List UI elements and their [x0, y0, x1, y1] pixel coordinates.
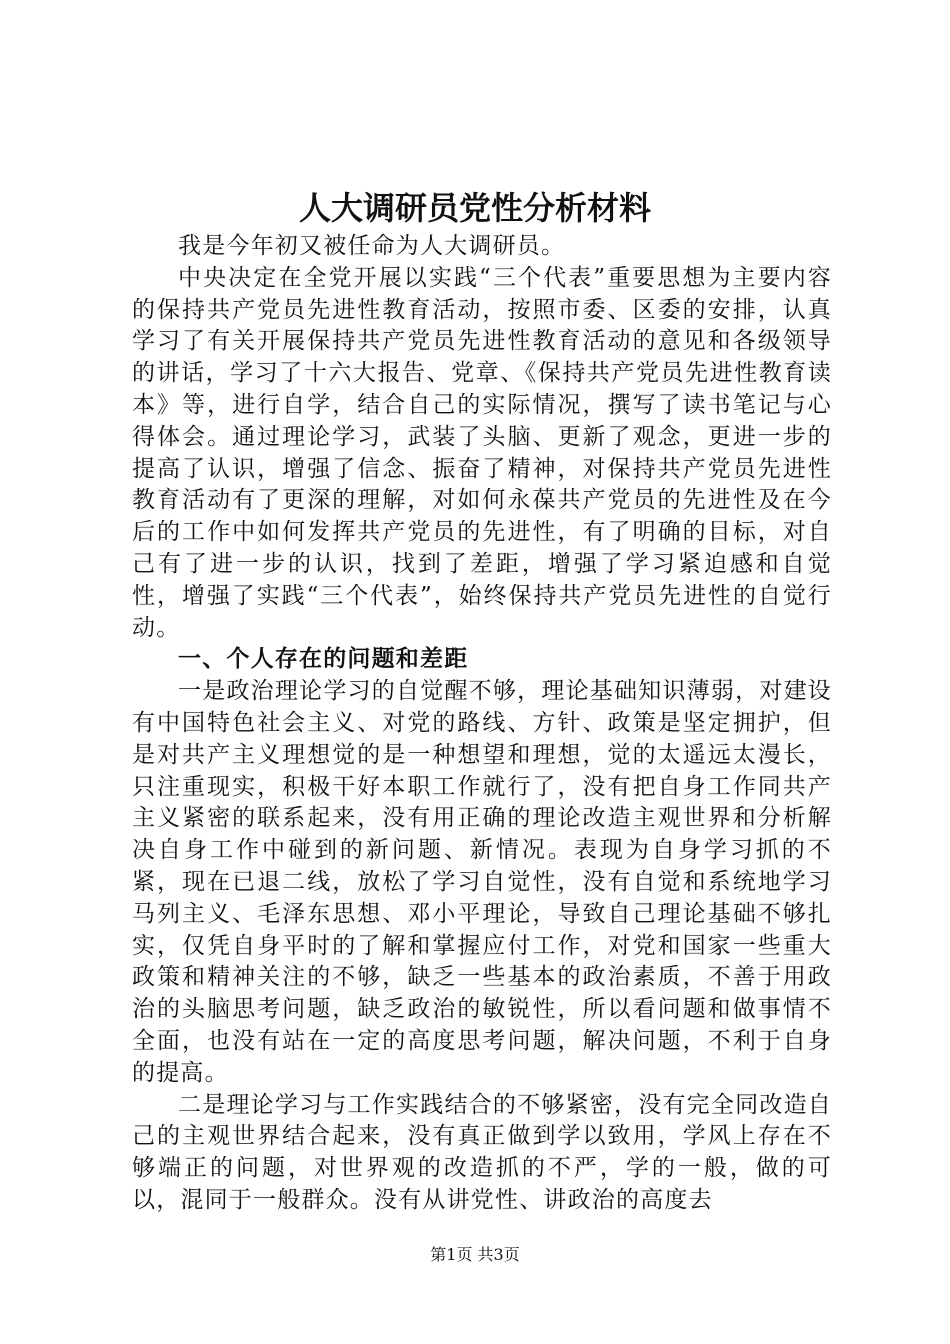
- paragraph-background: 中央决定在全党开展以实践“三个代表”重要思想为主要内容的保持共产党员先进性教育活动，按照市委、区委的安排，认真学习了有关开展保持共产党员先进性教育活动的意见和各级领导的讲话，学习了十六大报告、党章、《保持共产党员先进性教育读本》等，进行自学，结合自己的实际情况，撰写了读书笔记与心得体会。通过理论学习，武装了头脑、更新了观念，更进一步的提高了认识，增强了信念、振奋了精神，对保持共产党员先进性教育活动有了更深的理解，对如何永葆共产党员的先进性及在今后的工作中如何发挥共产党员的先进性，有了明确的目标，对自己有了进一步的认识，找到了差距，增强了学习紧迫感和自觉性，增强了实践“三个代表”，始终保持共产党员先进性的自觉行动。: [132, 264, 832, 641]
- paragraph-problem-two: 二是理论学习与工作实践结合的不够紧密，没有完全同改造自己的主观世界结合起来，没有真正做到学以致用，学风上存在不够端正的问题，对世界观的改造抓的不严，学的一般，做的可以，混同于一般群众。没有从讲党性、讲政治的高度去: [132, 1091, 832, 1213]
- paragraph-problem-one: 一是政治理论学习的自觉醒不够，理论基础知识薄弱，对建设有中国特色社会主义、对党的路线、方针、政策是坚定拥护，但是对共产主义理想觉的是一种想望和理想，觉的太遥远太漫长，只注重现实，积极干好本职工作就行了，没有把自身工作同共产主义紧密的联系起来，没有用正确的理论改造主观世界和分析解决自身工作中碰到的新问题、新情况。表现为自身学习抓的不紧，现在已退二线，放松了学习自觉性，没有自觉和系统地学习马列主义、毛泽东思想、邓小平理论，导致自己理论基础不够扎实，仅凭自身平时的了解和掌握应付工作，对党和国家一些重大政策和精神关注的不够，缺乏一些基本的政治素质，不善于用政治的头脑思考问题，缺乏政治的敏锐性，所以看问题和做事情不全面，也没有站在一定的高度思考问题，解决问题，不利于自身的提高。: [132, 678, 832, 1086]
- section-heading: 一、个人存在的问题和差距: [178, 646, 469, 673]
- page-footer: 第1页 共3页: [430, 1245, 520, 1264]
- document-title: 人大调研员党性分析材料: [298, 189, 651, 227]
- paragraph-intro: 我是今年初又被任命为人大调研员。: [178, 233, 566, 259]
- document-body: [132, 231, 832, 1217]
